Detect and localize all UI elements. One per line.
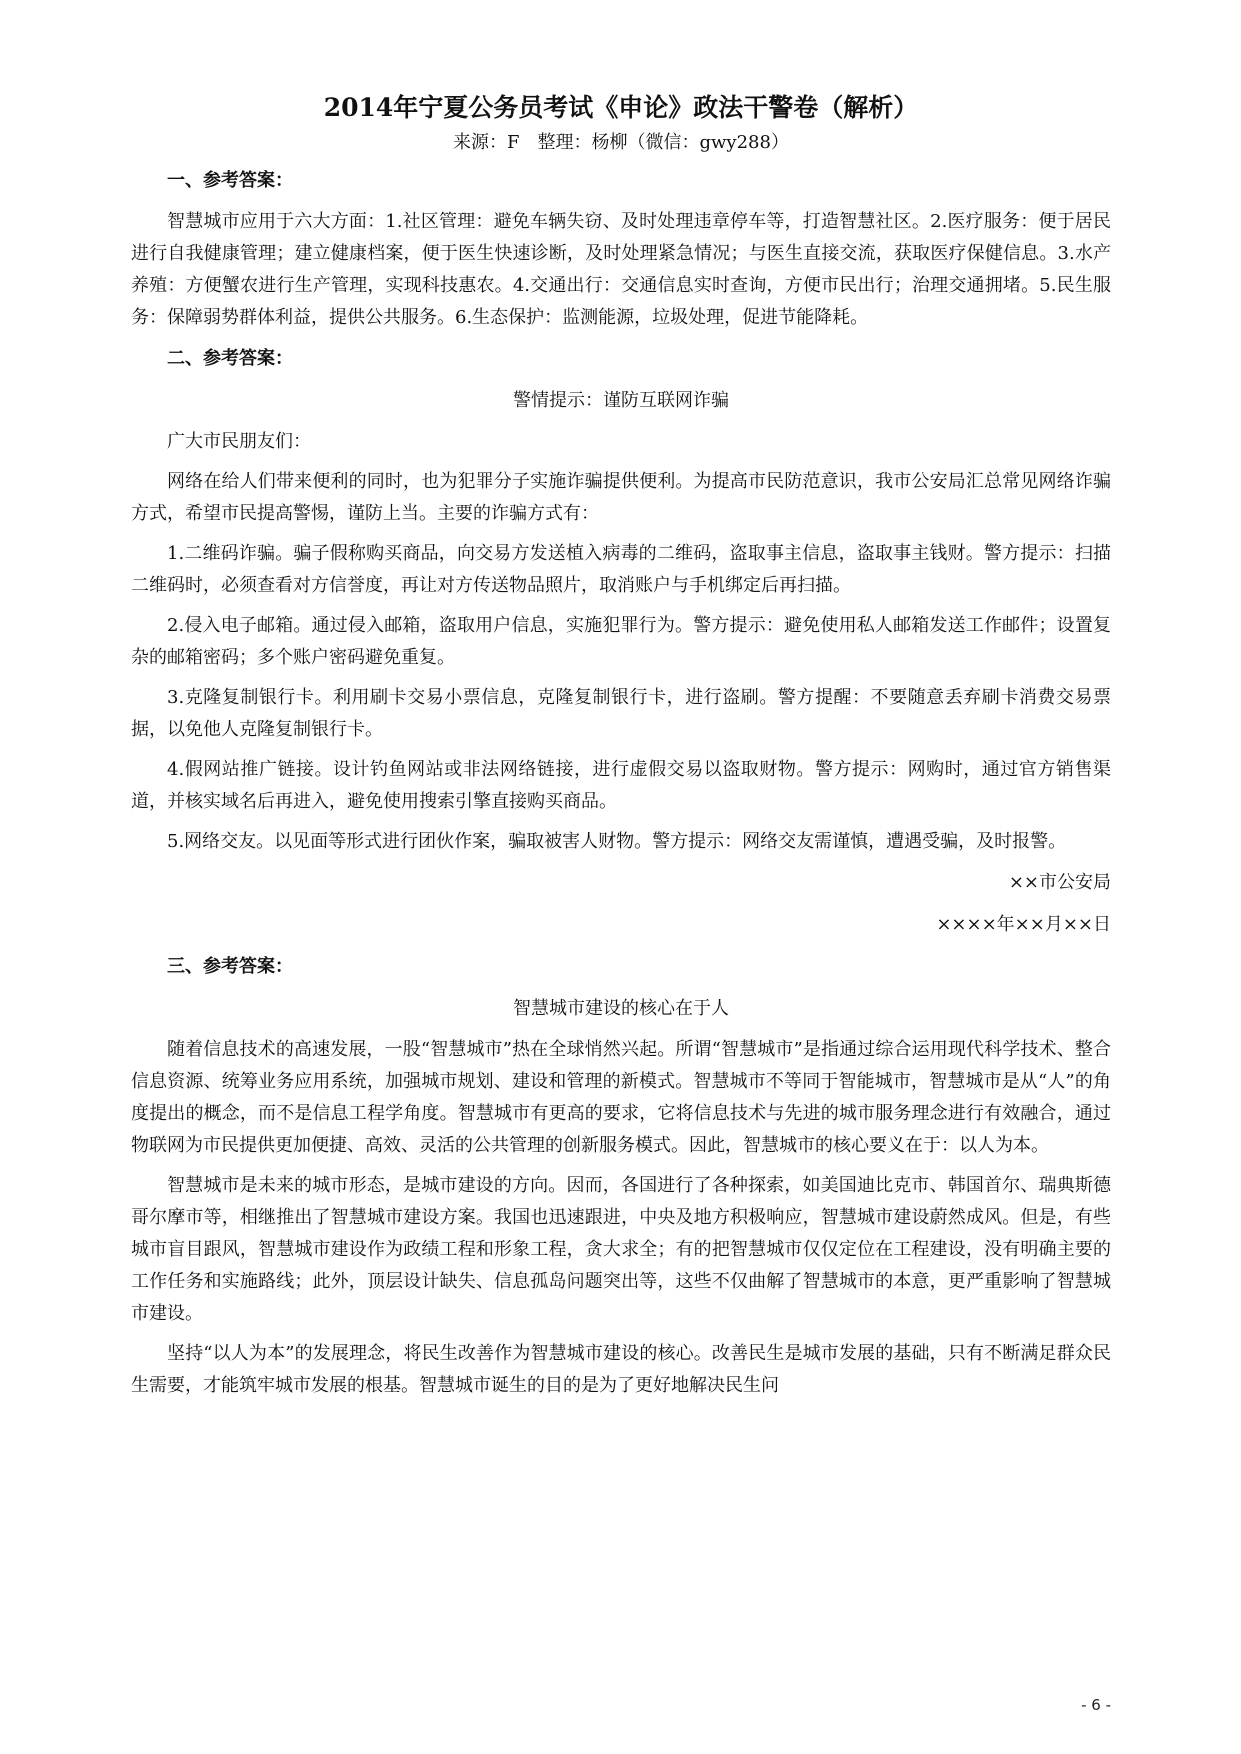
section1-paragraph: 智慧城市应用于六大方面：1.社区管理：避免车辆失窃、及时处理违章停车等，打造智慧社区。2.医疗服务：便于居民进行自我健康管理；建立健康档案，便于医生快速诊断，及时处理紧急情况；与医生直接交流，获取医疗保健信息。3.水产养殖：方便蟹农进行生产管理，实现科技惠农。4.交通出行：交通信息实时查询，方便市民出行；治理交通拥堵。5.民生服务：保障弱势群体利益，提供公共服务。6.生态保护：监测能源，垃圾处理，促进节能降耗。 bbox=[131, 211, 1111, 328]
section2-signature: ××市公安局 bbox=[1008, 872, 1111, 893]
section2-paragraph: 1.二维码诈骗。骗子假称购买商品，向交易方发送植入病毒的二维码，盗取事主信息，盗取事主钱财。警方提示：扫描二维码时，必须查看对方信誉度，再让对方传送物品照片，取消账户与手机绑定后再扫描。 bbox=[131, 543, 1111, 596]
section2-date: ××××年××月××日 bbox=[936, 914, 1111, 935]
section2-paragraph: 3.克隆复制银行卡。利用刷卡交易小票信息，克隆复制银行卡，进行盗刷。警方提醒：不要随意丢弃刷卡消费交易票据，以免他人克隆复制银行卡。 bbox=[131, 687, 1111, 740]
section3-paragraph: 随着信息技术的高速发展，一股“智慧城市”热在全球悄然兴起。所谓“智慧城市”是指通过综合运用现代科学技术、整合信息资源、统筹业务应用系统，加强城市规划、建设和管理的新模式。智慧城市不等同于智能城市，智慧城市是从“人”的角度提出的概念，而不是信息工程学角度。智慧城市有更高的要求，它将信息技术与先进的城市服务理念进行有效融合，通过物联网为市民提供更加便捷、高效、灵活的公共管理的创新服务模式。因此，智慧城市的核心要义在于：以人为本。 bbox=[131, 1039, 1111, 1156]
section3-paragraph: 坚持“以人为本”的发展理念，将民生改善作为智慧城市建设的核心。改善民生是城市发展的基础，只有不断满足群众民生需要，才能筑牢城市发展的根基。智慧城市诞生的目的是为了更好地解决民生问 bbox=[131, 1343, 1111, 1396]
section2-heading: 二、参考答案： bbox=[167, 348, 293, 369]
section1-heading: 一、参考答案： bbox=[167, 170, 293, 191]
document-source: 来源：F 整理：杨柳（微信：gwy288） bbox=[453, 132, 789, 153]
section2-paragraph: 2.侵入电子邮箱。通过侵入邮箱，盗取用户信息，实施犯罪行为。警方提示：避免使用私人邮箱发送工作邮件；设置复杂的邮箱密码；多个账户密码避免重复。 bbox=[131, 615, 1111, 668]
page-number: - 6 - bbox=[1081, 1696, 1111, 1714]
section2-paragraph: 网络在给人们带来便利的同时，也为犯罪分子实施诈骗提供便利。为提高市民防范意识，我市公安局汇总常见网络诈骗方式，希望市民提高警惕，谨防上当。主要的诈骗方式有： bbox=[131, 471, 1111, 524]
document-title: 2014年宁夏公务员考试《申论》政法干警卷（解析） bbox=[323, 93, 919, 122]
section3-heading: 三、参考答案： bbox=[167, 956, 293, 977]
section2-paragraph: 5.网络交友。以见面等形式进行团伙作案，骗取被害人财物。警方提示：网络交友需谨慎，遭遇受骗，及时报警。 bbox=[167, 831, 1067, 852]
section2-paragraph: 4.假网站推广链接。设计钓鱼网站或非法网络链接，进行虚假交易以盗取财物。警方提示：网购时，通过官方销售渠道，并核实域名后再进入，避免使用搜索引擎直接购买商品。 bbox=[131, 759, 1111, 812]
document-body bbox=[131, 88, 1111, 1410]
section3-paragraph: 智慧城市是未来的城市形态，是城市建设的方向。因而，各国进行了各种探索，如美国迪比克市、韩国首尔、瑞典斯德哥尔摩市等，相继推出了智慧城市建设方案。我国也迅速跟进，中央及地方积极响应，智慧城市建设蔚然成风。但是，有些城市盲目跟风，智慧城市建设作为政绩工程和形象工程，贪大求全；有的把智慧城市仅仅定位在工程建设，没有明确主要的工作任务和实施路线；此外，顶层设计缺失、信息孤岛问题突出等，这些不仅曲解了智慧城市的本意，更严重影响了智慧城市建设。 bbox=[131, 1175, 1111, 1324]
section2-salutation: 广大市民朋友们： bbox=[167, 431, 311, 452]
section3-subtitle: 智慧城市建设的核心在于人 bbox=[513, 998, 729, 1019]
section2-subtitle: 警情提示：谨防互联网诈骗 bbox=[513, 390, 729, 411]
